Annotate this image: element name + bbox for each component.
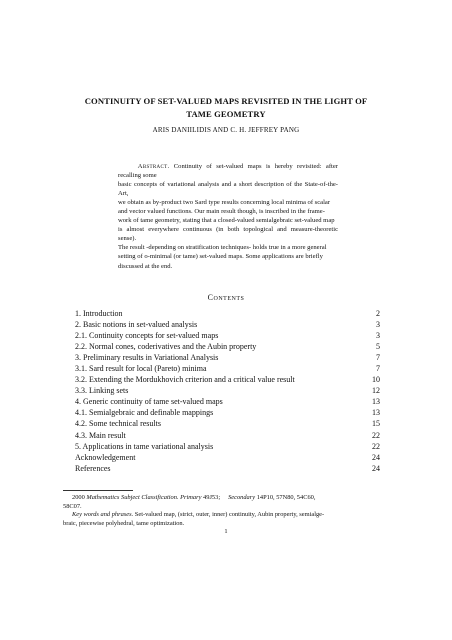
toc-label: 5. Applications in tame variational analysis [75, 441, 214, 451]
toc-label: References [75, 463, 111, 473]
toc-page: 12 [372, 386, 380, 396]
abstract-label: Abstract. [137, 163, 170, 170]
authors: ARIS DANIILIDIS AND C. H. JEFFREY PANG [152, 126, 300, 134]
toc-entry[interactable] [75, 363, 380, 374]
toc-entry[interactable] [75, 319, 380, 330]
title-line-2: TAME GEOMETRY [186, 109, 266, 119]
page-number: 1 [224, 528, 228, 535]
toc-entry[interactable] [75, 330, 380, 341]
abstract-line: is almost everywhere continuous (in both topological and measure-theoretic sense). [118, 226, 338, 243]
table-of-contents [75, 308, 380, 474]
toc-label: Acknowledgement [75, 452, 136, 462]
toc-label: 4.1. Semialgebraic and definable mappings [75, 408, 214, 418]
footnote-keywords-continued: braic, piecewise polyhedral, tame optimization. [63, 519, 185, 527]
abstract-text: Continuity of set-valued maps is hereby revisited: after recalling some [118, 163, 338, 180]
toc-entry[interactable] [75, 407, 380, 418]
msc-secondary-label: Secondary [228, 494, 256, 501]
paper-title [40, 95, 412, 121]
toc-page: 7 [376, 353, 380, 363]
toc-page: 13 [372, 397, 380, 407]
toc-label: 4.3. Main result [75, 430, 126, 440]
toc-label: 4.2. Some technical results [75, 419, 161, 429]
abstract-line: we obtain as by-product two Sard type results concerning local minima of scalar [118, 199, 331, 207]
toc-label: 4. Generic continuity of tame set-valued maps [75, 397, 223, 407]
toc-entry[interactable] [75, 308, 380, 319]
toc-label: 3.2. Extending the Mordukhovich criterion and a critical value result [75, 375, 295, 385]
title-line-1: CONTINUITY OF SET-VALUED MAPS REVISITED IN THE LIGHT OF [84, 96, 368, 106]
toc-label: 2.1. Continuity concepts for set-valued maps [75, 331, 219, 341]
msc-primary-label: Primary [180, 494, 202, 501]
toc-page: 7 [376, 364, 380, 374]
toc-page: 22 [372, 430, 380, 440]
toc-label: 3.1. Sard result for local (Pareto) minima [75, 364, 207, 374]
toc-label: 2. Basic notions in set-valued analysis [75, 320, 198, 330]
toc-page: 3 [376, 331, 380, 341]
toc-entry[interactable] [75, 418, 380, 429]
toc-entry[interactable] [75, 452, 380, 463]
keywords-label: Key words and phrases. [72, 511, 134, 519]
toc-page: 10 [372, 375, 380, 385]
msc-primary-value: 49J53; [203, 494, 221, 501]
toc-label: 1. Introduction [75, 309, 123, 318]
abstract-line: and vector valued functions. Our main result though, is inscribed in the frame- [118, 208, 325, 216]
toc-entry[interactable] [75, 352, 380, 363]
toc-entry[interactable] [75, 385, 380, 396]
toc-label: 3. Preliminary results in Variational Analysis [75, 353, 219, 363]
msc-year: 2000 [72, 494, 85, 501]
footnotes [63, 494, 393, 528]
toc-entry[interactable] [75, 341, 380, 352]
toc-page: 5 [376, 342, 380, 352]
footnote-msc [63, 494, 393, 503]
abstract-line: basic concepts of variational analysis and a short description of the State-of-the-Art, [118, 181, 338, 198]
abstract [118, 162, 338, 271]
toc-page: 24 [372, 452, 380, 462]
toc-entry[interactable] [75, 430, 380, 441]
toc-entry[interactable] [75, 441, 380, 452]
footnote-keywords [63, 511, 393, 520]
toc-page: 13 [372, 408, 380, 418]
toc-entry[interactable] [75, 463, 380, 474]
abstract-line: discussed at the end. [118, 262, 173, 270]
toc-page: 22 [372, 441, 380, 451]
toc-page: 2 [376, 309, 380, 318]
toc-label: 2.2. Normal cones, coderivatives and the Aubin property [75, 342, 257, 352]
abstract-line [118, 162, 338, 180]
msc-secondary-value: 14P10, 57N80, 54C60, [256, 494, 316, 501]
toc-page: 24 [372, 463, 380, 473]
keywords-text: Set-valued map, (strict, outer, inner) continuity, Aubin property, semialge- [134, 511, 325, 519]
footnote-msc-continued: 58C07. [63, 502, 82, 510]
toc-entry[interactable] [75, 374, 380, 385]
abstract-line: setting of o-minimal (or tame) set-valued maps. Some applications are briefly [118, 253, 323, 261]
toc-page: 15 [372, 419, 380, 429]
abstract-line: The result -depending on stratification techniques- holds true in a more general [118, 244, 327, 252]
abstract-line: work of tame geometry, stating that a closed-valued semialgebraic set-valued map [118, 217, 335, 225]
toc-entry[interactable] [75, 396, 380, 407]
toc-page: 3 [376, 320, 380, 330]
toc-label: 3.3. Linking sets [75, 386, 129, 396]
msc-label: Mathematics Subject Classification. [86, 494, 179, 501]
contents-heading: Contents [207, 293, 245, 302]
footnote-rule [63, 490, 133, 491]
